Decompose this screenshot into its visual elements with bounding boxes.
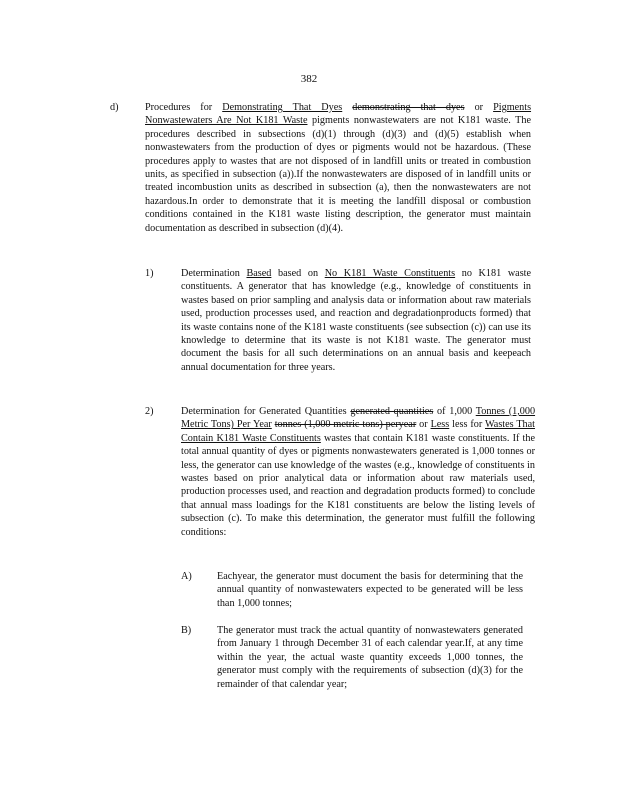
item-a-paragraph: Eachyear, the generator must document the basis for determining that the annual quantity of nonwastewaters expected to be generated will be less than 1,000 tonnes; xyxy=(217,571,523,609)
item-1-text-3: no K181 waste constituents. A generator that has knowledge (e.g., knowledge of constituents in wastes based on prior sampling and analysis data or information about raw materials used, production processes used, and reaction and degradationproducts formed) that its waste contains none of the K181 waste constituents (see subsection (c)) can use its knowledge to determine that its waste is not K181 waste. The generator must document the basis for all such determinations on an annual basis and keepeach annual documentation for three years. xyxy=(181,268,532,373)
page-number: 382 xyxy=(300,73,318,85)
d-text-1: Procedures xyxy=(145,102,191,113)
item-2-label: 2) xyxy=(145,406,154,417)
item-2-text-5: wastes that contain K181 waste constituents. If the total annual quantity of dyes or pigments nonwastewaters generated is 1,000 tonnes or less, the generator can use knowledge of the wastes (e.g., knowledge of constituents in wastes based on prior analytical data or information about raw materials used, production processes used, and reaction and degradation products formed) to conclude that annual mass loadings for the K181 constituents are below the listing levels of subsection (c). To make this determination, the generator must fulfill the following conditions: xyxy=(181,432,536,538)
item-2-text-1: Determination for Generated Quantities xyxy=(181,406,347,417)
item-b-label: B) xyxy=(181,625,192,636)
item-1-label: 1) xyxy=(145,268,154,279)
item-b-paragraph: The generator must track the actual quantity of nonwastewaters generated from January 1 through December 31 of each calendar year.If, at any time within the year, the actual waste quantity exceeds 1,000 tonnes, the generator must comply with the requirements of subsection (d)(3) for the remainder of that calendar year; xyxy=(217,625,523,690)
d-text-3: or xyxy=(474,102,484,113)
item-a-label: A) xyxy=(181,571,192,582)
d-text-4: pigments nonwastewaters are not K181 waste. The procedures described in subsections (d)(1) through (d)(3) and (d)(5) establish when nonwastewaters from the production of dyes or pigments would not be hazardous. (These procedures apply to wastes that are not disposed of in landfill units or treated in combustion units, as specified in subsection (a)).If the nonwastewaters are disposed of in landfill units or treated incombustion units as described in subsection (a), then the nonwastewaters are not hazardous.In order to demonstrate that it is meeting the landfill disposal or combustion conditions contained in the K181 waste listing description, the generator must maintain documentation as described in subsection (d)(4). xyxy=(145,115,531,234)
item-1-paragraph xyxy=(181,267,531,374)
d-inserted-2: Pigments Nonwastewaters Are Not K181 Waste xyxy=(145,102,532,127)
item-2-deleted-2: tonnes (1,000 metric tons) peryear xyxy=(274,419,417,431)
item-2-inserted-1: Tonnes (1,000 Metric Tons) Per Year xyxy=(181,406,536,431)
item-2-text-3: or xyxy=(419,419,428,431)
item-2-inserted-2: Less xyxy=(430,419,450,431)
d-text-2: for xyxy=(200,102,213,113)
item-2-text-4: less for xyxy=(452,419,483,431)
item-1-text-1: Determination xyxy=(181,268,240,279)
d-inserted-1: Demonstrating That Dyes xyxy=(222,102,343,113)
item-2-text-2: of 1,000 xyxy=(437,406,473,417)
d-deleted-1: demonstrating that dyes xyxy=(352,102,465,113)
section-d-paragraph xyxy=(145,101,531,235)
item-1-inserted-1: Based xyxy=(246,268,272,279)
item-1-text-2: based on xyxy=(278,268,319,279)
item-2-inserted-3: Wastes That Contain K181 Waste Constituents xyxy=(181,419,536,444)
item-2-deleted-1: generated quantities xyxy=(350,406,434,417)
item-2-paragraph xyxy=(181,405,535,539)
section-d-label: d) xyxy=(110,102,119,113)
item-1-inserted-2: No K181 Waste Constituents xyxy=(324,268,456,279)
